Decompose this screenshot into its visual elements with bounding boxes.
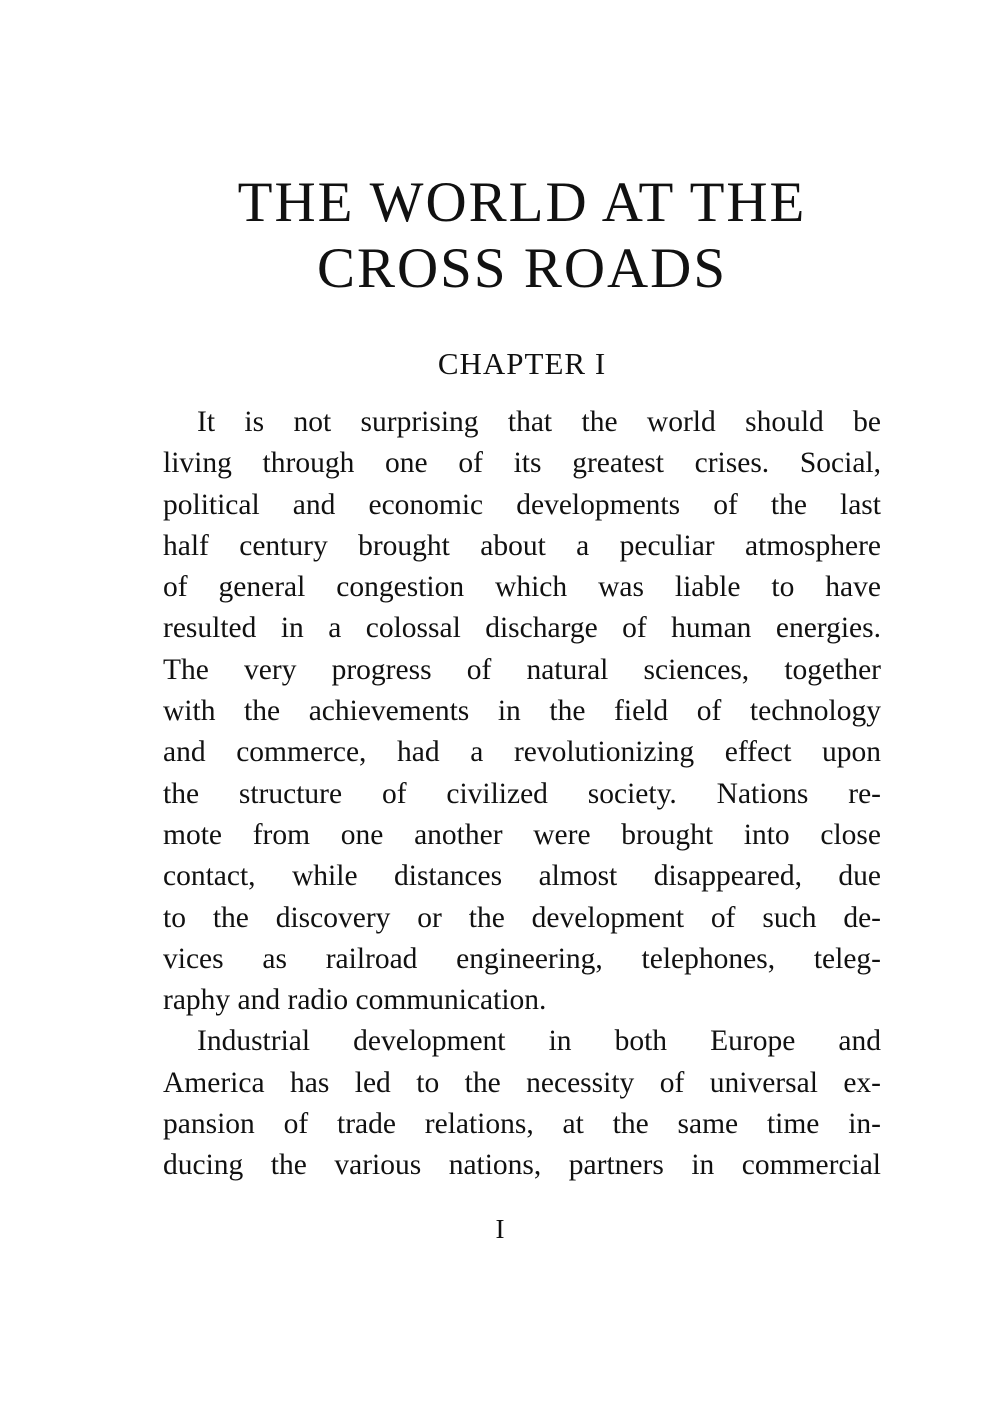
chapter-heading: CHAPTER I [437, 346, 607, 381]
text-line: of general congestion which was liable to have [163, 571, 881, 604]
text-line: the structure of civilized society. Nations re- [163, 777, 881, 810]
paragraph-2 [163, 1021, 881, 1186]
text-line: It is not surprising that the world should be [197, 406, 881, 438]
book-title-line-1: THE WORLD AT THE [237, 171, 807, 234]
text-line: vices as railroad engineering, telephones, teleg- [163, 942, 881, 975]
text-line: half century brought about a peculiar atmosphere [163, 529, 881, 562]
chapter-body [163, 402, 881, 1187]
text-line: pansion of trade relations, at the same time in- [163, 1108, 881, 1141]
text-line: mote from one another were brought into close [163, 818, 881, 851]
book-title [163, 170, 881, 302]
paragraph-1 [163, 402, 881, 1021]
text-line: and commerce, had a revolutionizing effect upon [163, 736, 881, 769]
text-line: political and economic developments of the last [163, 488, 881, 521]
text-line: to the discovery or the development of such de- [163, 901, 881, 934]
text-line: The very progress of natural sciences, together [163, 653, 881, 686]
text-line: ducing the various nations, partners in commercial [163, 1149, 881, 1182]
book-page [163, 170, 881, 1187]
text-line: Industrial development in both Europe and [197, 1025, 881, 1058]
text-line: raphy and radio communication. [163, 984, 547, 1017]
text-line: resulted in a colossal discharge of human energies. [163, 612, 881, 645]
book-title-line-2: CROSS ROADS [316, 237, 728, 300]
text-line: living through one of its greatest crises. Social, [163, 447, 881, 480]
text-line: with the achievements in the field of technology [163, 695, 881, 728]
page-number: I [495, 1214, 505, 1244]
text-line: contact, while distances almost disappeared, due [163, 860, 881, 893]
text-line: America has led to the necessity of universal ex- [163, 1066, 881, 1099]
